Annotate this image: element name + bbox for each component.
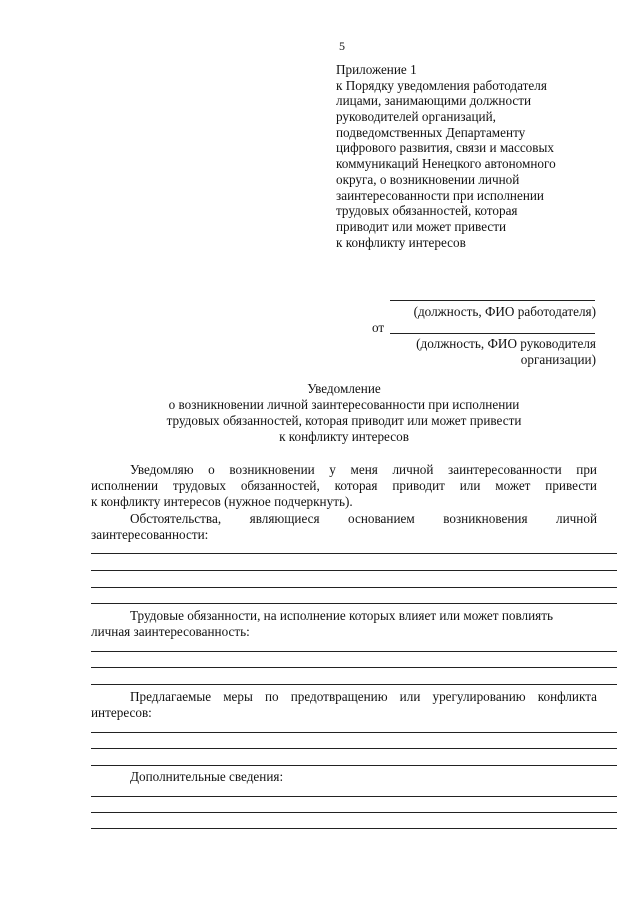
employer-caption: (должность, ФИО работодателя)	[413, 304, 596, 319]
appendix-line: к конфликту интересов	[336, 234, 466, 250]
duties-fill-line	[91, 667, 617, 668]
notify-text-line-1: Уведомляю о возникновении у меня личной заинтересованности при	[130, 462, 597, 477]
additional-fill-line	[91, 828, 617, 829]
document-subtitle-line-2: трудовых обязанностей, которая приводит или может привести	[166, 413, 522, 428]
measures-fill-line	[91, 732, 617, 733]
manager-caption-line-2: организации)	[520, 352, 596, 367]
measures-fill-line	[91, 748, 617, 749]
appendix-line: к Порядку уведомления работодателя	[336, 77, 547, 93]
additional-fill-line	[91, 796, 617, 797]
document-subtitle-line-3: к конфликту интересов	[279, 429, 409, 444]
manager-caption-line-1: (должность, ФИО руководителя	[416, 336, 596, 351]
employer-signature-line	[390, 300, 595, 301]
document-title: Уведомление	[307, 381, 381, 396]
duties-fill-line	[91, 651, 617, 652]
circumstances-fill-line	[91, 553, 617, 554]
appendix-line: цифрового развития, связи и массовых	[336, 140, 554, 156]
circumstances-fill-line	[91, 587, 617, 588]
appendix-line: трудовых обязанностей, которая	[336, 203, 518, 219]
notify-text-line-3: к конфликту интересов (нужное подчеркнуть).	[91, 494, 353, 509]
manager-signature-line	[390, 333, 595, 334]
circumstances-fill-line	[91, 603, 617, 604]
appendix-line: руководителей организаций,	[336, 109, 496, 125]
measures-fill-line	[91, 765, 617, 766]
document-subtitle-line-1: о возникновении личной заинтересованности при исполнении	[168, 397, 520, 412]
duties-label-line-1: Трудовые обязанности, на исполнение которых влияет или может повлиять	[130, 608, 554, 623]
appendix-line: заинтересованности при исполнении	[336, 187, 544, 203]
notify-text-line-2: исполнении трудовых обязанностей, которая приводит или может привести	[91, 478, 597, 493]
duties-fill-line	[91, 684, 617, 685]
appendix-line: подведомственных Департаменту	[336, 124, 526, 140]
measures-label-line-2: интересов:	[91, 705, 152, 720]
circumstances-fill-line	[91, 570, 617, 571]
appendix-line: лицами, занимающими должности	[336, 93, 532, 109]
circumstances-label-line-2: заинтересованности:	[91, 527, 209, 542]
additional-info-label: Дополнительные сведения:	[130, 769, 284, 784]
appendix-line: округа, о возникновении личной	[336, 171, 520, 187]
from-label: от	[372, 320, 385, 335]
appendix-line: приводит или может привести	[336, 218, 507, 234]
circumstances-label-line-1: Обстоятельства, являющиеся основанием возникновения личной	[130, 511, 597, 526]
appendix-line: Приложение 1	[336, 62, 417, 77]
duties-label-line-2: личная заинтересованность:	[91, 624, 250, 639]
measures-label-line-1: Предлагаемые меры по предотвращению или урегулированию конфликта	[130, 689, 597, 704]
appendix-line: коммуникаций Ненецкого автономного	[336, 156, 556, 172]
additional-fill-line	[91, 812, 617, 813]
page-number: 5	[339, 39, 345, 53]
appendix-block	[336, 62, 621, 250]
